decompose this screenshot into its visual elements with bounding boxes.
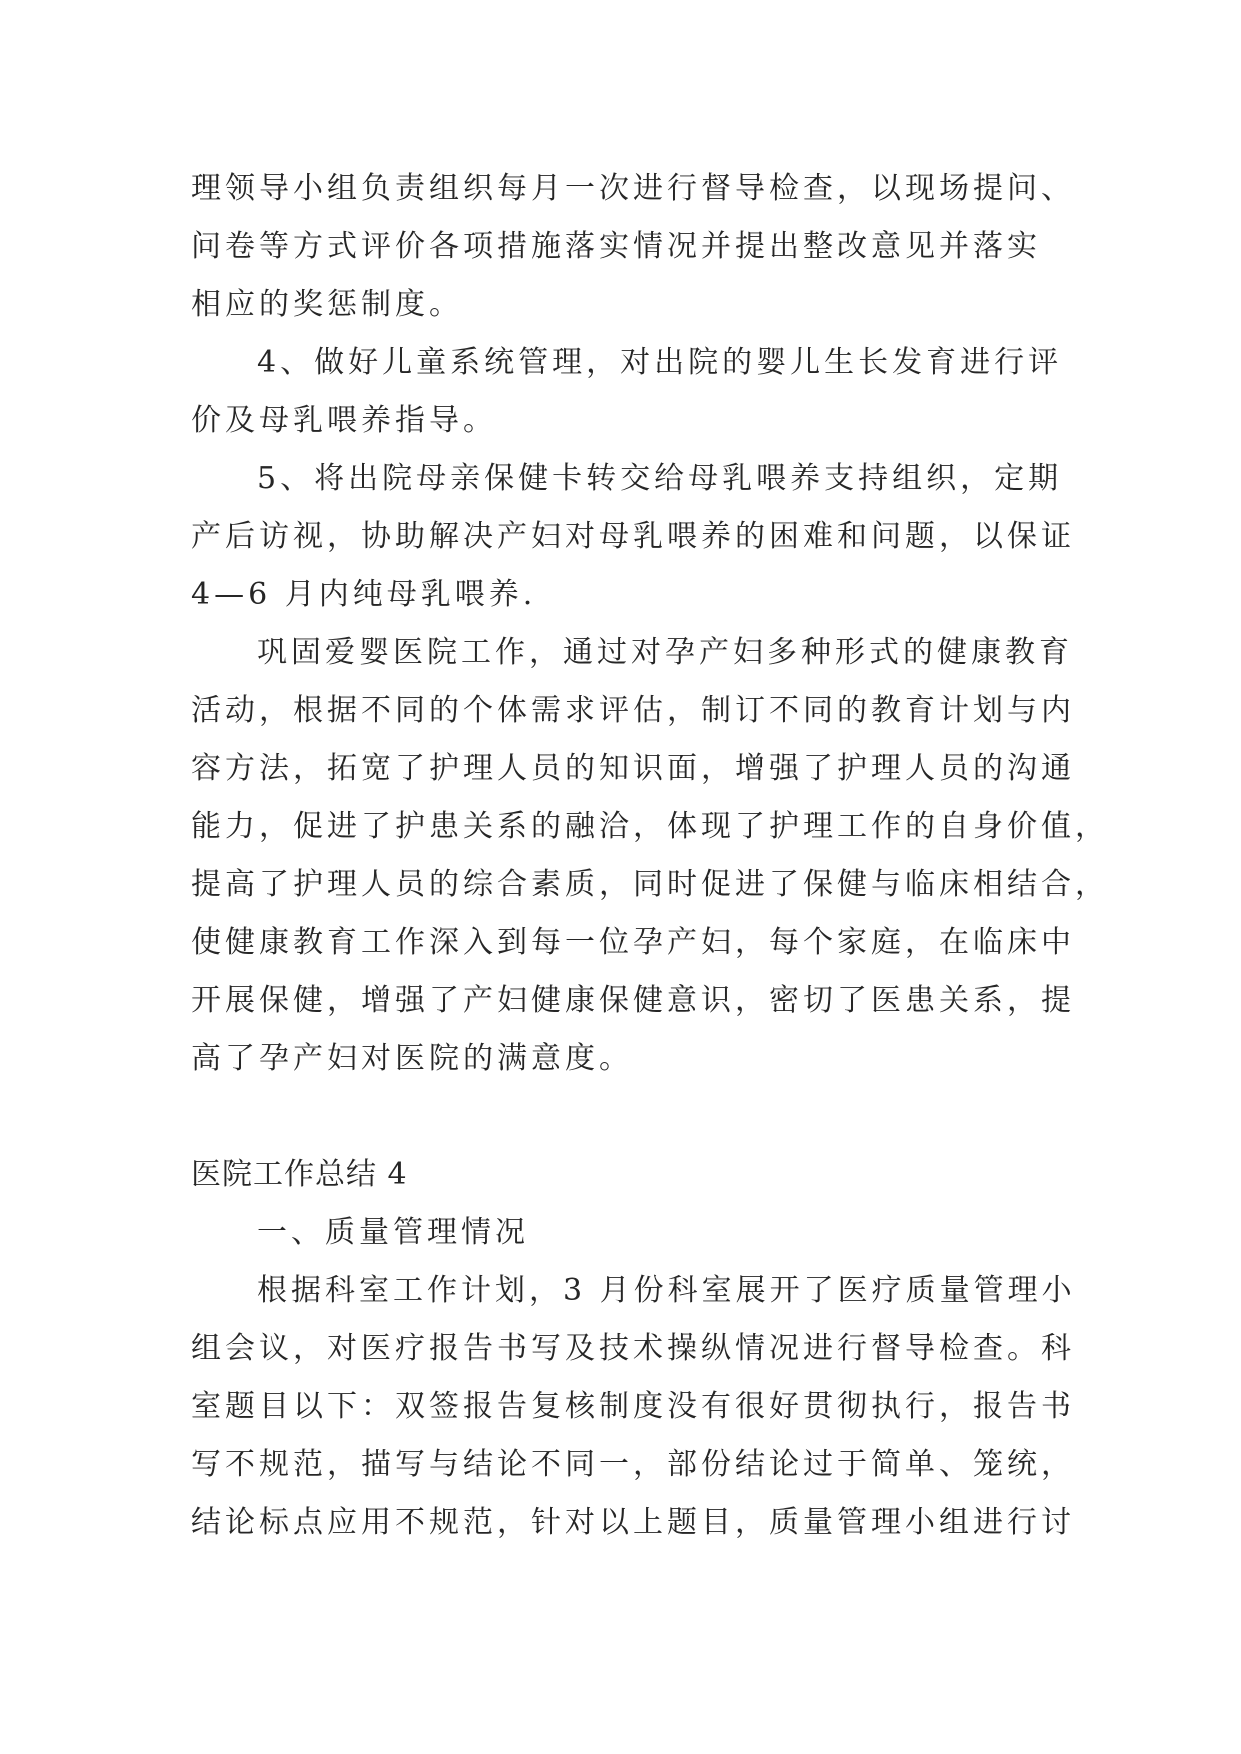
text-line: 写不规范，描写与结论不同一，部份结论过于简单、笼统， bbox=[191, 1447, 1075, 1482]
text-line: 相应的奖惩制度。 bbox=[191, 287, 463, 322]
text-line: 室题目以下：双签报告复核制度没有很好贯彻执行，报告书 bbox=[191, 1389, 1075, 1424]
paragraph-continued bbox=[191, 160, 1075, 334]
section-title bbox=[191, 1146, 1051, 1204]
text-line: 5、将出院母亲保健卡转交给母乳喂养支持组织，定期 bbox=[257, 461, 1063, 496]
subsection-heading: 一、质量管理情况 bbox=[257, 1215, 529, 1250]
text-line: 理领导小组负责组织每月一次进行督导检查，以现场提问、 bbox=[191, 171, 1075, 206]
text-line: 组会议，对医疗报告书写及技术操纵情况进行督导检查。科 bbox=[191, 1331, 1075, 1366]
text-line: 高了孕产妇对医院的满意度。 bbox=[191, 1041, 633, 1076]
text-line: 能力，促进了护患关系的融洽，体现了护理工作的自身价值， bbox=[191, 809, 1109, 844]
text-line: 4、做好儿童系统管理，对出院的婴儿生长发育进行评 bbox=[257, 345, 1063, 380]
text-line: 根据科室工作计划，3 月份科室展开了医疗质量管理小 bbox=[257, 1273, 1076, 1308]
text-line: 开展保健，增强了产妇健康保健意识，密切了医患关系，提 bbox=[191, 983, 1075, 1018]
text-line: 价及母乳喂养指导。 bbox=[191, 403, 497, 438]
text-line: 巩固爱婴医院工作，通过对孕产妇多种形式的健康教育 bbox=[257, 635, 1073, 670]
section-gap bbox=[191, 1088, 1051, 1146]
text-line: 产后访视，协助解决产妇对母乳喂养的困难和问题，以保证 bbox=[191, 519, 1075, 554]
text-line: 活动，根据不同的个体需求评估，制订不同的教育计划与内 bbox=[191, 693, 1075, 728]
text-line: 容方法，拓宽了护理人员的知识面，增强了护理人员的沟通 bbox=[191, 751, 1075, 786]
text-line: 4—6 月内纯母乳喂养. bbox=[191, 577, 537, 612]
text-line: 提高了护理人员的综合素质，同时促进了保健与临床相结合， bbox=[191, 867, 1109, 902]
subsection-title bbox=[191, 1204, 1051, 1262]
text-line: 使健康教育工作深入到每一位孕产妇，每个家庭，在临床中 bbox=[191, 925, 1075, 960]
paragraph-item-4 bbox=[191, 334, 1063, 450]
section-heading: 医院工作总结 4 bbox=[191, 1157, 408, 1192]
document-body bbox=[191, 160, 1109, 1552]
paragraph-summary bbox=[191, 624, 1109, 1088]
paragraph-item-5 bbox=[191, 450, 1075, 624]
text-line: 结论标点应用不规范，针对以上题目，质量管理小组进行讨 bbox=[191, 1505, 1075, 1540]
text-line: 问卷等方式评价各项措施落实情况并提出整改意见并落实 bbox=[191, 229, 1041, 264]
paragraph-quality bbox=[191, 1262, 1076, 1552]
